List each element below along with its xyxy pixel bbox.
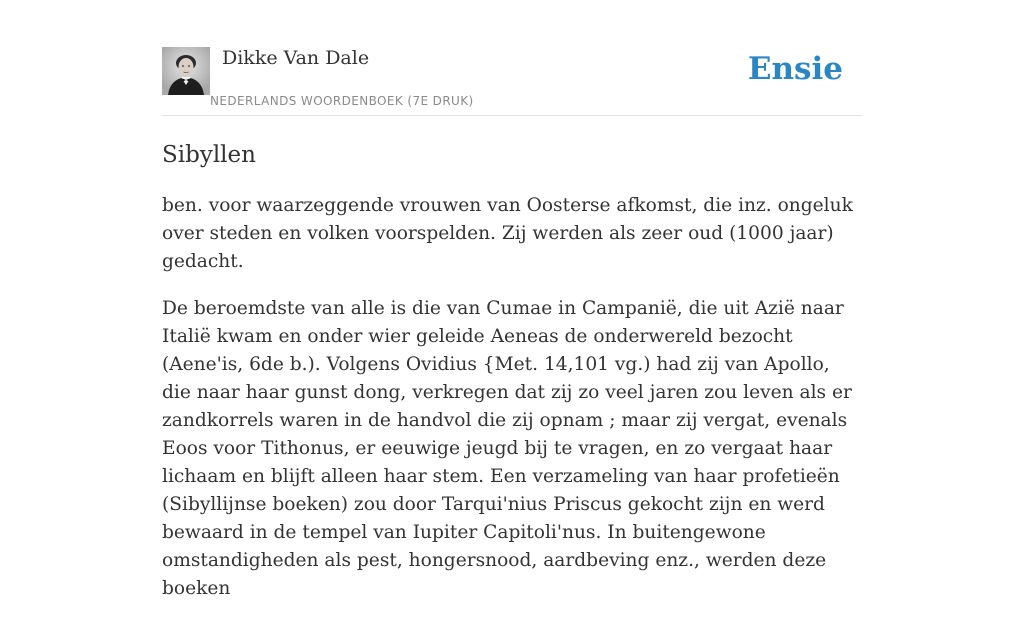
entry-paragraph-1: ben. voor waarzeggende vrouwen van Oosterse afkomst, die inz. ongeluk over steden en volken voorspelden. Zij werden als zeer oud (1000 jaar) gedacht.	[162, 195, 853, 272]
author-avatar[interactable]	[162, 47, 210, 95]
content-column	[162, 0, 862, 599]
entry-body	[162, 192, 862, 622]
ensie-logo-link[interactable]: Ensie	[747, 51, 843, 87]
entry-paragraph-2: De beroemdste van alle is die van Cumae in Campanië, die uit Azië naar Italië kwam en onder wier geleide Aeneas de onderwereld bezocht (Aene'is, 6de b.). Volgens Ovidius {Met. 14,101 vg.) had zij van Apollo, die naar haar gunst dong, verkregen dat zij zo veel jaren zou leven als er zandkorrels waren in de handvol die zij opnam ; maar zij vergat, evenals Eoos voor Tithonus, er eeuwige jeugd bij te vragen, en zo vergaat haar lichaam en blijft alleen haar stem. Een verzameling van haar profetieën (Sibyllijnse boeken) zou door Tarqui'nius Priscus gekocht zijn en werd bewaard in de tempel van Iupiter Capitoli'nus. In buitengewone omstandigheden als pest, hongersnood, aardbeving enz., werden deze boeken	[162, 298, 852, 599]
source-link[interactable]: NEDERLANDS WOORDENBOEK (7E DRUK)	[210, 94, 474, 108]
portrait-icon	[162, 47, 210, 95]
author-name-link[interactable]: Dikke Van Dale	[222, 47, 370, 69]
entry-header	[162, 0, 862, 116]
entry-title: Sibyllen	[162, 142, 256, 168]
